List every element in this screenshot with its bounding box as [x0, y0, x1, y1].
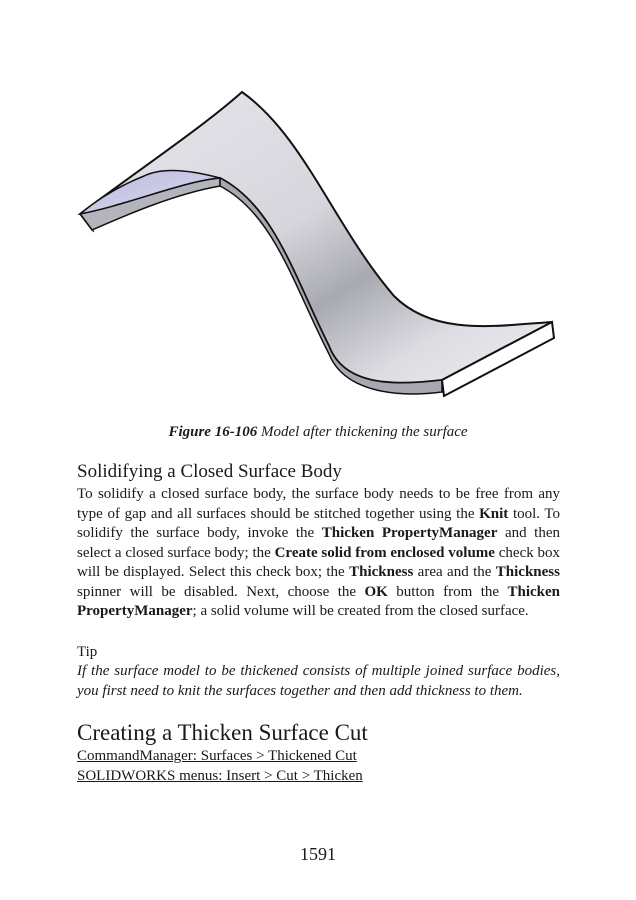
thickened-surface-model — [74, 86, 564, 416]
thickened-surface-figure — [74, 86, 564, 416]
figure-caption-label: Figure 16-106 — [168, 424, 258, 440]
tip-label: Tip — [77, 643, 98, 660]
p-text-8: ; a solid volume will be created from the closed surface. — [192, 603, 529, 619]
knit-term: Knit — [479, 505, 509, 522]
create-solid-checkbox-term: Create solid from enclosed volume — [274, 544, 495, 561]
p-text-6: spinner will be disabled. Next, choose the — [77, 583, 365, 600]
thickness-spinner-term: Thickness — [495, 564, 560, 580]
sheet-top-surface — [80, 92, 552, 383]
commandmanager-path: CommandManager: Surfaces > Thickened Cut — [77, 748, 357, 764]
p-text-2: tool. To solidify the surface body, invoke the — [77, 505, 561, 541]
solidworks-menus-path: SOLIDWORKS menus: Insert > Cut > Thicken — [77, 767, 363, 784]
tip-text: If the surface model to be thickened consists of multiple joined surface bodies, you first need to knit the surfaces together and then add thickness to them. — [77, 663, 560, 699]
p-text-7: button from the — [387, 583, 508, 600]
page-number: 1591 — [300, 844, 336, 864]
closed-surface-paragraph — [77, 485, 560, 622]
p-text-3: and then select a closed surface body; the — [77, 525, 561, 561]
p-text-4: check box will be displayed. Select this check box; the — [77, 544, 560, 580]
figure-caption — [0, 424, 636, 441]
section-heading-thicken-cut: Creating a Thicken Surface Cut — [77, 720, 368, 745]
thickness-area-term: Thickness — [349, 564, 414, 580]
page-content — [77, 460, 560, 786]
p-text-1: To solidify a closed surface body, the surface body needs to be free from any type of gap and all surfaces should be stitched together using the — [77, 486, 560, 522]
thicken-propertymanager-term: Thicken PropertyManager — [321, 525, 498, 541]
figure-caption-text: Model after thickening the surface — [257, 424, 468, 440]
sheet-inner-face — [80, 170, 220, 214]
p-text-5: area and the — [413, 564, 496, 580]
thicken-propertymanager-term-2: Thicken PropertyManager — [77, 583, 560, 619]
ok-button-term: OK — [364, 583, 388, 600]
section-heading-closed-surface: Solidifying a Closed Surface Body — [77, 461, 342, 482]
